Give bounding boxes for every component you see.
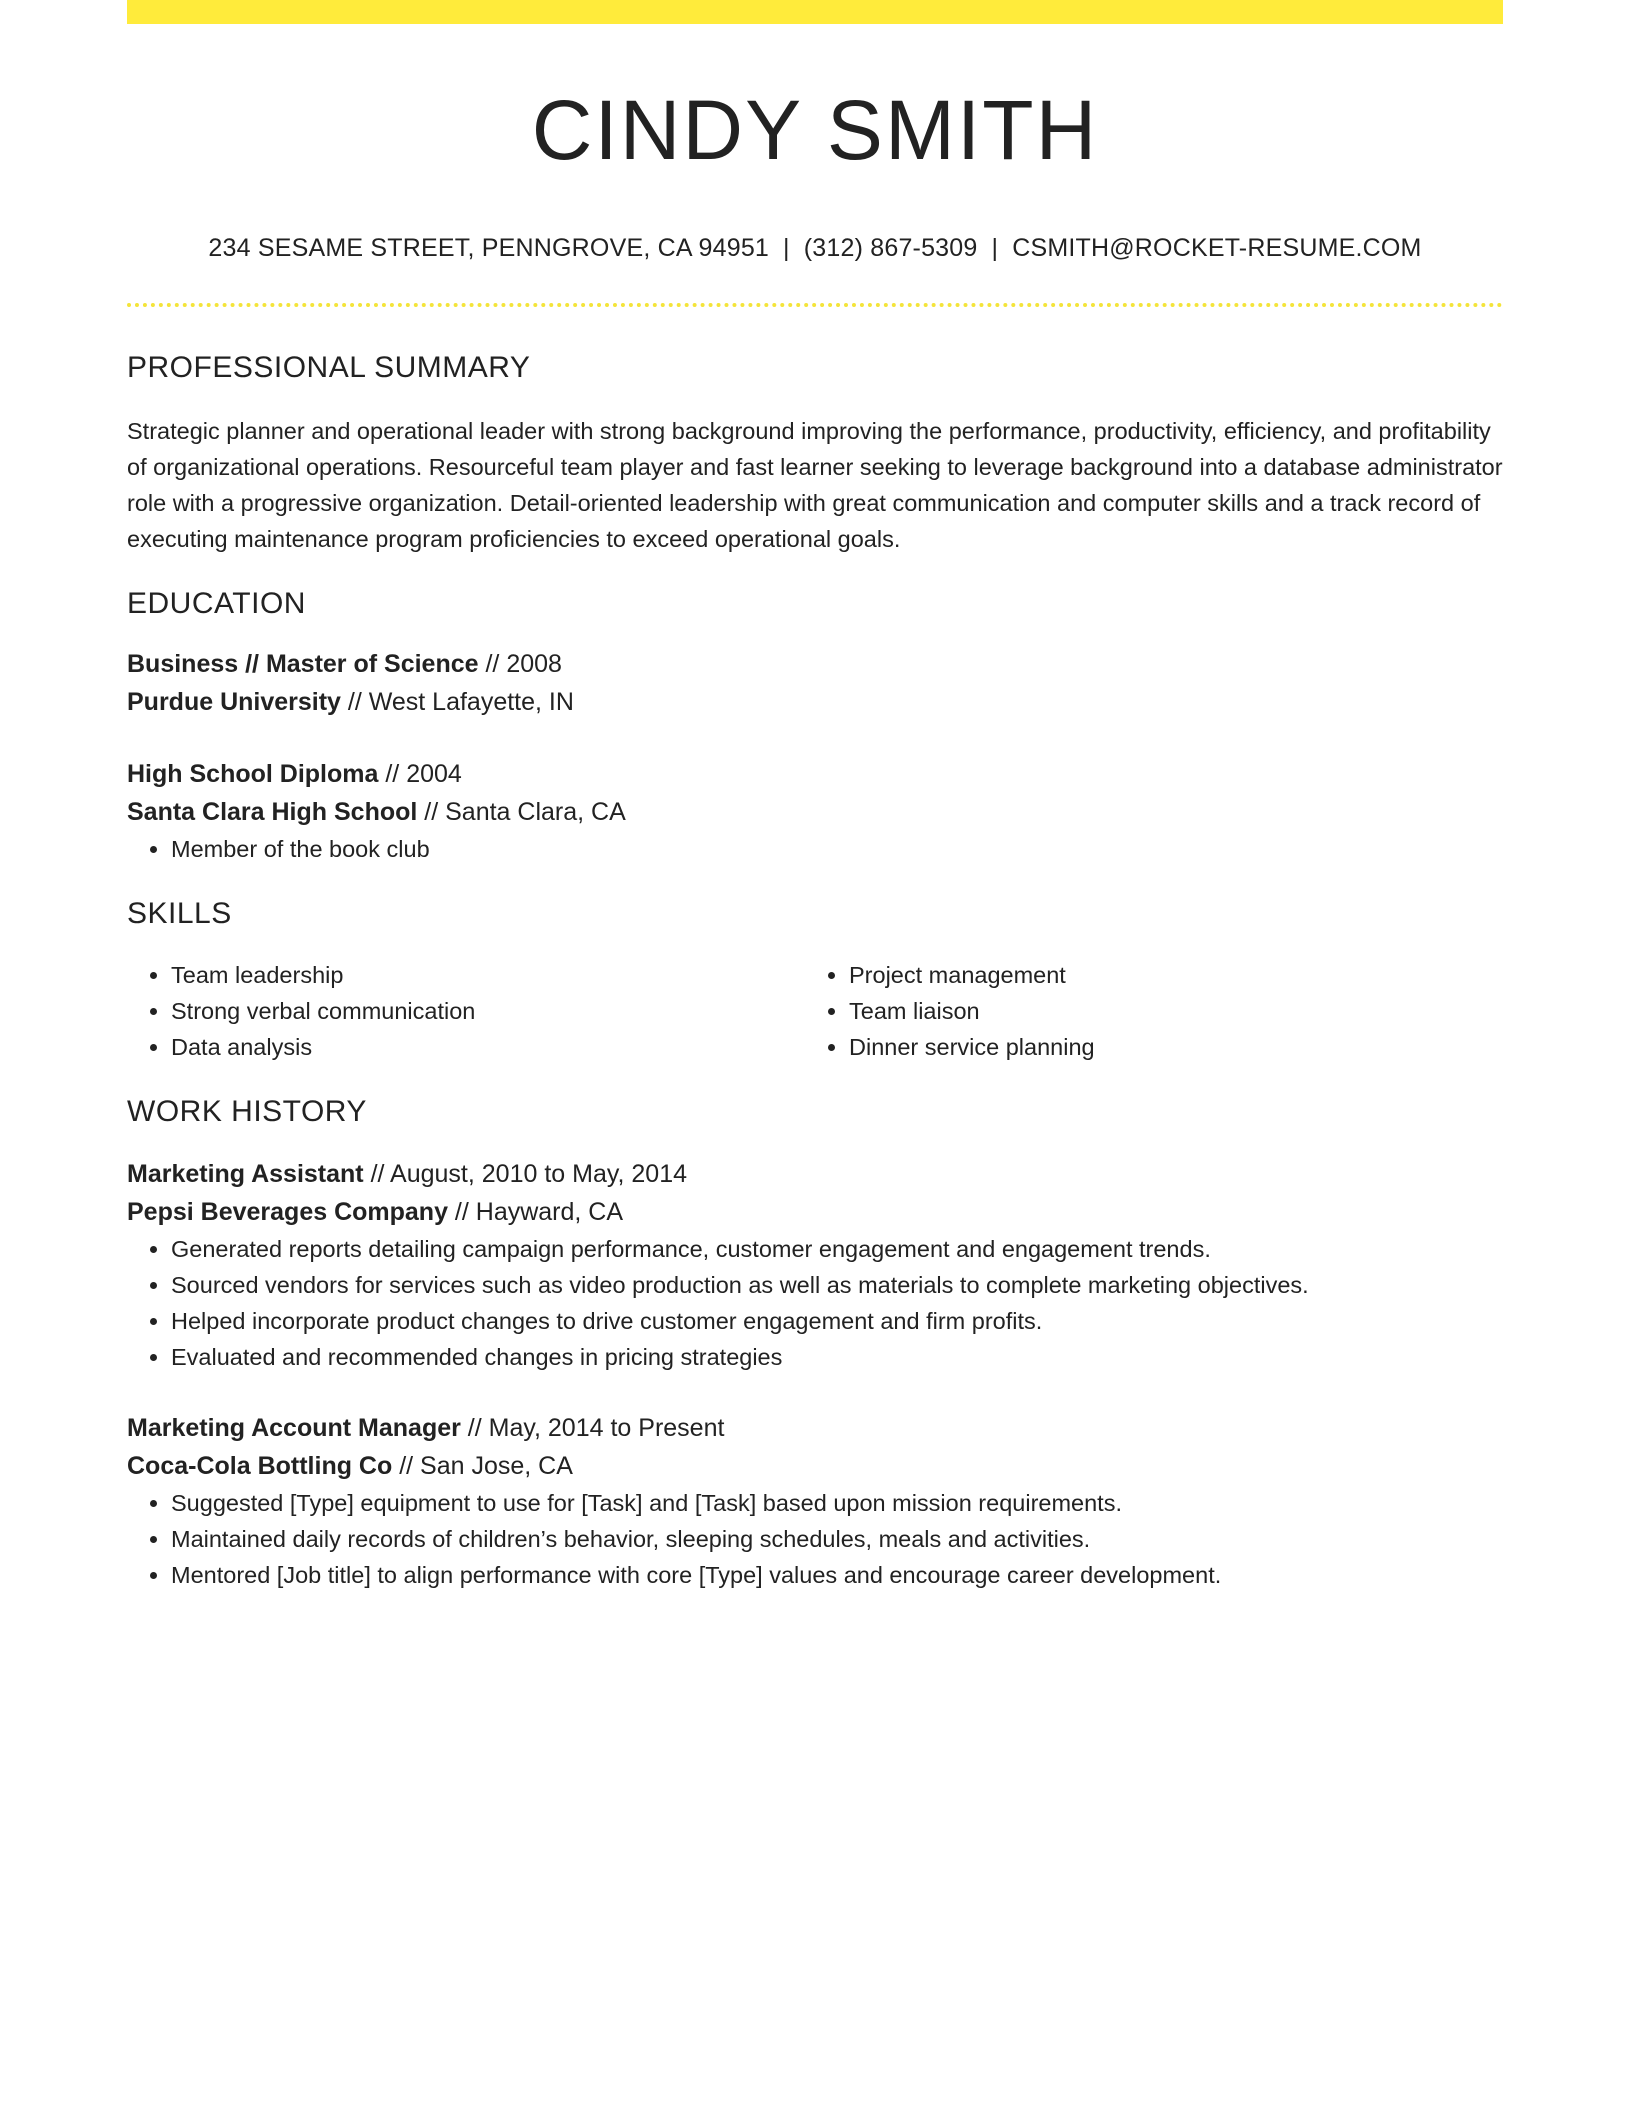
resume-page bbox=[127, 0, 1503, 1593]
job-dates: // August, 2010 to May, 2014 bbox=[363, 1160, 688, 1189]
education-school-line bbox=[127, 683, 1503, 721]
contact-separator: | bbox=[991, 234, 999, 263]
contact-separator: | bbox=[783, 234, 790, 263]
job-bullet: • Maintained daily records of children’s behavior, sleeping schedules, meals and activities. bbox=[171, 1521, 1503, 1557]
education-year: // 2004 bbox=[378, 760, 462, 789]
education-year: // 2008 bbox=[478, 650, 562, 679]
education-heading: EDUCATION bbox=[127, 587, 306, 621]
job-bullet: • Sourced vendors for services such as video production as well as materials to complete marketing objectives. bbox=[171, 1267, 1503, 1303]
skill-item: • Strong verbal communication bbox=[171, 993, 805, 1029]
job-title-line bbox=[127, 1155, 1503, 1193]
skill-item: • Data analysis bbox=[171, 1029, 805, 1065]
contact-address: 234 SESAME STREET, PENNGROVE, CA 94951 bbox=[208, 234, 770, 263]
job-company: Pepsi Beverages Company bbox=[127, 1198, 448, 1227]
job-entry bbox=[127, 1409, 1503, 1593]
skills-column-left bbox=[127, 957, 805, 1065]
education-school: Santa Clara High School bbox=[127, 798, 418, 827]
education-degree-line bbox=[127, 645, 1503, 683]
job-company-line bbox=[127, 1447, 1503, 1485]
summary-heading: PROFESSIONAL SUMMARY bbox=[127, 351, 531, 385]
education-bullet: • Member of the book club bbox=[171, 831, 1503, 867]
job-company-line bbox=[127, 1193, 1503, 1231]
job-bullet: • Generated reports detailing campaign performance, customer engagement and engagement trends. bbox=[171, 1231, 1503, 1267]
contact-line bbox=[127, 234, 1503, 263]
accent-bar bbox=[127, 0, 1503, 24]
job-title-line bbox=[127, 1409, 1503, 1447]
skills-list bbox=[127, 957, 805, 1065]
education-bullet-list bbox=[127, 831, 1503, 867]
job-bullet: • Suggested [Type] equipment to use for [Task] and [Task] based upon mission requirements. bbox=[171, 1485, 1503, 1521]
job-entry bbox=[127, 1155, 1503, 1375]
education-entry bbox=[127, 645, 1503, 721]
skill-item: • Project management bbox=[849, 957, 1483, 993]
skills-heading: SKILLS bbox=[127, 897, 232, 931]
education-school-line bbox=[127, 793, 1503, 831]
education-school: Purdue University bbox=[127, 688, 341, 717]
job-location: // Hayward, CA bbox=[447, 1198, 624, 1227]
job-dates: // May, 2014 to Present bbox=[460, 1414, 725, 1443]
job-bullet-list bbox=[127, 1485, 1503, 1593]
job-bullet: • Evaluated and recommended changes in pricing strategies bbox=[171, 1339, 1503, 1375]
job-bullet-list bbox=[127, 1231, 1503, 1375]
education-degree: Business // Master of Science bbox=[127, 650, 479, 679]
work-history-heading: WORK HISTORY bbox=[127, 1095, 367, 1129]
job-position: Marketing Assistant bbox=[127, 1160, 364, 1189]
job-company: Coca-Cola Bottling Co bbox=[127, 1452, 393, 1481]
skill-item: • Dinner service planning bbox=[849, 1029, 1483, 1065]
candidate-name: CINDY SMITH bbox=[531, 83, 1099, 177]
job-bullet: • Helped incorporate product changes to drive customer engagement and firm profits. bbox=[171, 1303, 1503, 1339]
skills-grid bbox=[127, 957, 1503, 1065]
summary-text: Strategic planner and operational leader with strong background improving the performance, productivity, efficiency, and profitability of organizational operations. Resourceful team player and fast learner seeking to leverage background into a database administrator role with a progressive organization. Detail-oriented leadership with great communication and computer skills and a track record of executing maintenance program proficiencies to exceed operational goals. bbox=[127, 418, 1503, 553]
education-location: // West Lafayette, IN bbox=[340, 688, 574, 717]
education-degree-line bbox=[127, 755, 1503, 793]
job-location: // San Jose, CA bbox=[392, 1452, 573, 1481]
header-divider bbox=[127, 303, 1503, 307]
education-degree: High School Diploma bbox=[127, 760, 379, 789]
contact-email: CSMITH@ROCKET-RESUME.COM bbox=[1012, 234, 1422, 263]
contact-phone: (312) 867-5309 bbox=[803, 234, 978, 263]
skill-item: • Team leadership bbox=[171, 957, 805, 993]
skills-column-right bbox=[805, 957, 1483, 1065]
skills-list bbox=[805, 957, 1483, 1065]
skill-item: • Team liaison bbox=[849, 993, 1483, 1029]
job-position: Marketing Account Manager bbox=[127, 1414, 461, 1443]
job-bullet: • Mentored [Job title] to align performance with core [Type] values and encourage career development. bbox=[171, 1557, 1503, 1593]
education-entry bbox=[127, 755, 1503, 867]
education-location: // Santa Clara, CA bbox=[417, 798, 626, 827]
